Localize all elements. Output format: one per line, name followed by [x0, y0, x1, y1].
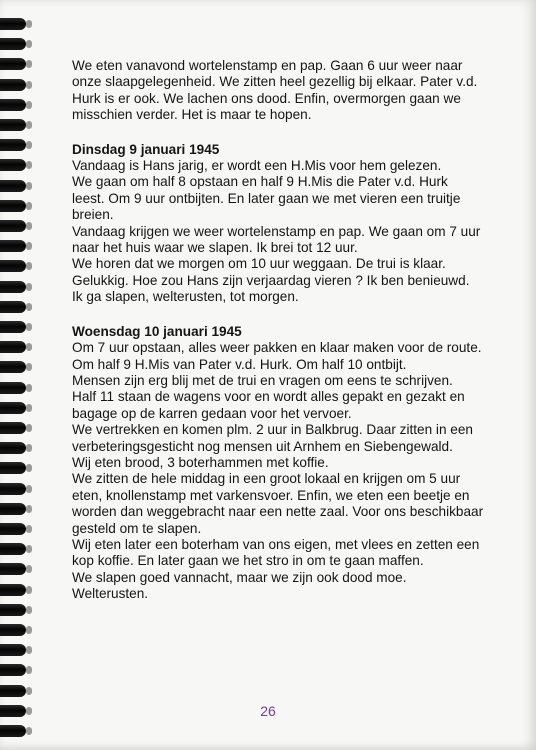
binding-hole [26, 222, 32, 230]
binding-coil [0, 58, 26, 70]
entry-heading-dinsdag: Dinsdag 9 januari 1945 [72, 141, 220, 157]
binding-coil [0, 159, 26, 171]
binding-hole [26, 141, 32, 149]
binding-hole [26, 606, 32, 614]
binding-hole [26, 666, 32, 674]
binding-hole [26, 424, 32, 432]
binding-hole [26, 242, 32, 250]
binding-hole [26, 202, 32, 210]
diary-text [72, 58, 512, 603]
binding-coil [0, 18, 26, 30]
binding-hole [26, 182, 32, 190]
binding-hole [26, 40, 32, 48]
binding-hole [26, 464, 32, 472]
binding-hole [26, 545, 32, 553]
binding-hole [26, 343, 32, 351]
binding-hole [26, 687, 32, 695]
binding-coil [0, 584, 26, 596]
binding-coil [0, 281, 26, 293]
binding-coil [0, 563, 26, 575]
binding-coil [0, 321, 26, 333]
binding-hole [26, 81, 32, 89]
binding-hole [26, 20, 32, 28]
binding-hole [26, 485, 32, 493]
binding-hole [26, 121, 32, 129]
binding-hole [26, 505, 32, 513]
binding-coil [0, 382, 26, 394]
binding-hole [26, 384, 32, 392]
page-number: 26 [260, 703, 276, 719]
binding-coil [0, 442, 26, 454]
entry-body-woensdag: Om 7 uur opstaan, alles weer pakken en klaar maken voor de route. Om half 9 H.Mis van Pater v.d. Hurk. Om half 10 ontbijt. Mensen zijn erg blij met de trui en vragen om eens te schrijven. Half 11 staan de wagens voor en wordt alles gepakt en gezakt en bagage op de karren gedaan voor het vervoer. We vertrekken en komen plm. 2 uur in Balkbrug. Daar zitten in een verbeteringsgesticht nog mensen uit Arnhem en Siebengewald. Wij eten brood, 3 boterhammen met koffie. We zitten de hele middag in een groot lokaal en krijgen om 5 uur eten, knollenstamp met varkensvoer. Enfin, we eten een beetje en worden dan weggebracht naar een nette zaal. Voor ons beschikbaar gesteld om te slapen. Wij eten later een boterham van ons eigen, met vlees en zetten een kop koffie. En later gaan we het stro in om te gaan maffen. We slapen goed vannacht, maar we zijn ook dood moe. Welterusten. [72, 340, 484, 602]
binding-hole [26, 586, 32, 594]
binding-coil [0, 503, 26, 515]
binding-coil [0, 341, 26, 353]
binding-coil [0, 240, 26, 252]
binding-coil [0, 483, 26, 495]
binding-hole [26, 323, 32, 331]
binding-coil [0, 604, 26, 616]
binding-coil [0, 462, 26, 474]
binding-coil [0, 523, 26, 535]
binding-coil [0, 119, 26, 131]
binding-coil [0, 200, 26, 212]
binding-coil [0, 180, 26, 192]
binding-hole [26, 303, 32, 311]
binding-coil [0, 361, 26, 373]
binding-coil [0, 725, 26, 737]
binding-coil [0, 139, 26, 151]
binding-hole [26, 161, 32, 169]
binding-hole [26, 60, 32, 68]
spiral-binding [0, 0, 34, 750]
binding-hole [26, 283, 32, 291]
binding-coil [0, 624, 26, 636]
binding-coil [0, 664, 26, 676]
binding-hole [26, 262, 32, 270]
intro-paragraph: We eten vanavond wortelenstamp en pap. Gaan 6 uur weer naar onze slaapgelegenheid. We zitten heel gezellig bij elkaar. Pater v.d. Hurk is er ook. We lachen ons dood. Enfin, overmorgen gaan we misschien verder. Het is maar te hopen. [72, 58, 478, 123]
binding-hole [26, 444, 32, 452]
binding-hole [26, 646, 32, 654]
binding-coil [0, 543, 26, 555]
binding-coil [0, 402, 26, 414]
binding-hole [26, 626, 32, 634]
binding-hole [26, 101, 32, 109]
binding-hole [26, 525, 32, 533]
binding-coil [0, 79, 26, 91]
binding-coil [0, 38, 26, 50]
binding-coil [0, 260, 26, 272]
binding-hole [26, 363, 32, 371]
binding-hole [26, 727, 32, 735]
binding-coil [0, 422, 26, 434]
binding-coil [0, 220, 26, 232]
entry-body-dinsdag: Vandaag is Hans jarig, er wordt een H.Mis voor hem gelezen. We gaan om half 8 opstaan en half 9 H.Mis die Pater v.d. Hurk leest. Om 9 uur ontbijten. En later gaan we met vieren een truitje breien. Vandaag krijgen we weer wortelenstamp en pap. We gaan om 7 uur naar het huis waar we slapen. Ik brei tot 12 uur. We horen dat we morgen om 10 uur weggaan. De trui is klaar. Gelukkig. Hoe zou Hans zijn verjaardag vieren ? Ik ben benieuwd. Ik ga slapen, welterusten, tot morgen. [72, 158, 481, 305]
binding-coil [0, 685, 26, 697]
entry-heading-woensdag: Woensdag 10 januari 1945 [72, 323, 242, 339]
binding-coil [0, 99, 26, 111]
binding-hole [26, 565, 32, 573]
binding-hole [26, 404, 32, 412]
binding-coil [0, 301, 26, 313]
binding-coil [0, 644, 26, 656]
